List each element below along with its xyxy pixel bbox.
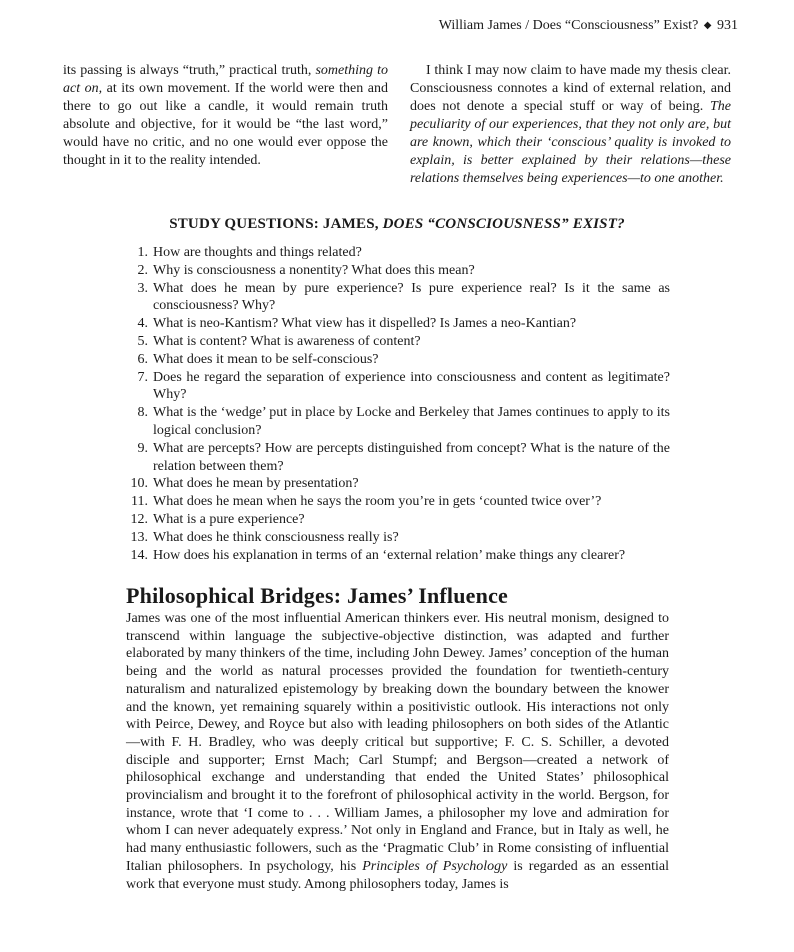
question-text: How does his explanation in terms of an ‘external relation’ make things any clearer? bbox=[153, 547, 626, 563]
left-text-italic: something to act on, bbox=[63, 63, 388, 96]
diamond-icon: ◆ bbox=[703, 20, 712, 31]
question-text: Does he regard the separation of experience into consciousness and content as legitimate? Why? bbox=[153, 369, 670, 403]
question-number: 10. bbox=[130, 476, 148, 492]
book-title: Principles of Psychology bbox=[362, 858, 508, 874]
running-head-author: William James bbox=[438, 18, 522, 33]
question-number: 14. bbox=[130, 547, 148, 563]
question-number: 12. bbox=[130, 511, 148, 527]
study-questions-list bbox=[124, 244, 670, 564]
question-text: What are percepts? How are percepts distinguished from concept? What is the nature of the relation between them? bbox=[153, 440, 670, 474]
question-text: Why is consciousness a nonentity? What does this mean? bbox=[153, 262, 475, 278]
question-item bbox=[124, 280, 670, 316]
question-item bbox=[124, 529, 670, 547]
bridges-text-2: is regarded as an essential work that everyone must study. Among philosophers today, James is bbox=[126, 858, 670, 892]
question-text: What is neo-Kantism? What view has it dispelled? Is James a neo-Kantian? bbox=[153, 316, 577, 332]
running-head-separator: / bbox=[525, 18, 530, 33]
question-number: 9. bbox=[137, 440, 148, 456]
right-text-1: I think I may now claim to have made my thesis clear. Consciousness connotes a kind of external relation, and does not denote a special stuff or way of being. bbox=[410, 63, 731, 114]
question-number: 13. bbox=[130, 529, 148, 545]
left-text-2: at its own movement. If the world were then and there to go out like a candle, it would remain truth absolute and objective, for it would be “the last word,” would have no critic, and no one would ever oppose the thought in it to the reality intended. bbox=[63, 81, 388, 168]
question-text: What is the ‘wedge’ put in place by Locke and Berkeley that James continues to apply to its logical conclusion? bbox=[153, 405, 670, 438]
question-item bbox=[124, 511, 670, 529]
question-number: 3. bbox=[137, 280, 148, 296]
question-text: What does it mean to be self-conscious? bbox=[153, 351, 379, 367]
left-text-1: its passing is always “truth,” practical truth, bbox=[63, 63, 316, 78]
question-number: 1. bbox=[137, 245, 148, 260]
question-item bbox=[124, 351, 670, 369]
question-text: What does he mean when he says the room you’re in gets ‘counted twice over’? bbox=[153, 494, 602, 510]
question-number: 11. bbox=[131, 494, 148, 510]
running-head bbox=[420, 18, 738, 34]
question-number: 2. bbox=[137, 262, 148, 278]
question-item bbox=[124, 369, 670, 405]
section-heading: Philosophical Bridges: James’ Influence bbox=[126, 583, 509, 608]
question-item bbox=[124, 333, 670, 351]
question-text: What does he mean by presentation? bbox=[153, 476, 359, 492]
bridges-text-1: James was one of the most influential American thinkers ever. His neutral monism, designed to transcend within language the subjective-objective distinction, was adapted and further elaborated by many thinkers of the time, including John Dewey. James’ conception of the human being and the world as natural processes provided the foundation for twentieth-century naturalism and naturalized epistemology by breaking down the boundary between the knower and the known, yet remaining squarely within a positivistic outlook. His interactions not only with Peirce, Dewey, and Royce but also with leading philosophers on both sides of the Atlantic—with F. H. Bradley, who was deeply critical but supportive; F. C. S. Schiller, a devoted disciple and supporter; Ernst Mach; Carl Stumpf; and Bergson—created a network of philosophical exchange and understanding that ended the United States’ philosophical provincialism and brought it to the forefront of philosophical activity in the world. Bergson, for instance, wrote that ‘I come to . . . William James, a philosopher my love and admiration for whom I can never adequately express.’ Not only in England and France, but in Italy as well, he had many enthusiastic followers, such as the ‘Pragmatic Club’ in Rome consisting of influential Italian philosophers. In psychology, his bbox=[126, 611, 669, 874]
question-item bbox=[124, 262, 670, 280]
question-number: 7. bbox=[137, 369, 148, 385]
study-questions-title bbox=[0, 216, 794, 233]
question-text: How are thoughts and things related? bbox=[153, 245, 362, 260]
page-number: 931 bbox=[717, 18, 738, 33]
left-column-paragraph bbox=[63, 62, 388, 170]
question-item bbox=[124, 244, 670, 262]
question-text: What does he think consciousness really is? bbox=[153, 529, 399, 545]
question-item bbox=[124, 315, 670, 333]
question-item bbox=[124, 547, 670, 565]
running-head-title: Does “Consciousness” Exist? bbox=[532, 18, 699, 33]
question-text: What is a pure experience? bbox=[153, 511, 305, 527]
question-text: What is content? What is awareness of content? bbox=[153, 333, 421, 349]
question-number: 4. bbox=[137, 316, 148, 332]
question-text: What does he mean by pure experience? Is pure experience real? Is it the same as consciousness? Why? bbox=[153, 280, 670, 314]
question-number: 5. bbox=[137, 333, 148, 349]
right-column-paragraph bbox=[410, 62, 731, 188]
question-item bbox=[124, 404, 670, 440]
question-item bbox=[124, 440, 670, 476]
question-number: 8. bbox=[137, 405, 148, 421]
study-title-italic: DOES “CONSCIOUSNESS” EXIST? bbox=[382, 216, 625, 232]
study-title-plain: STUDY QUESTIONS: JAMES, bbox=[169, 216, 383, 232]
section-body bbox=[126, 610, 669, 893]
question-item bbox=[124, 493, 670, 511]
right-text-italic: The peculiarity of our experiences, that they not only are, but are known, which their ‘conscious’ quality is invoked to explain, is better explained by their relations—these relations themselves being experiences—to one another. bbox=[410, 99, 731, 186]
question-number: 6. bbox=[137, 351, 148, 367]
question-item bbox=[124, 475, 670, 493]
